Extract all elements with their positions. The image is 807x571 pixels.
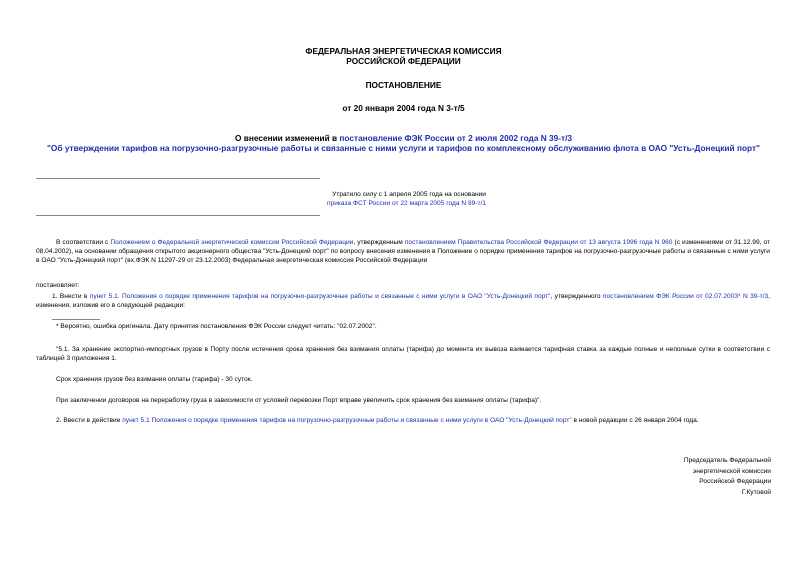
resolves-text: постановляет: <box>36 282 80 289</box>
item1-link-clause[interactable]: пункт 5.1. Положения о порядке применения тарифов на погрузочно-разгрузочные работы и связанные с ними услуги в ОАО "Усть-Донецкий порт" <box>89 293 551 300</box>
signature-block <box>571 456 771 498</box>
clause-5-1: "5.1. За хранение экспортно-импортных грузов в Порту после истечения срока хранения без взимания оплаты (тарифа) до момента их вывоза взимается тарифная ставка за каждые полные и неполные сутки в соответствии с таблицей 3 приложения 1. <box>36 346 770 362</box>
lost-force-text: Утратило силу с 1 апреля 2005 года на основании <box>332 191 486 198</box>
item2-link-clause[interactable]: пункт 5.1 Положения о порядке применения тарифов на погрузочно-разгрузочные работы и связанные с ними услуги в ОАО "Усть-Донецкий порт" <box>122 417 572 424</box>
footnote: * Вероятно, ошибка оригинала. Дату принятия постановления ФЭК России следует читать: "02.07.2002". <box>56 323 377 330</box>
intro-link-regulation[interactable]: Положением о Федеральной энергетической комиссии Российской Федерации <box>110 239 354 246</box>
lost-force-link[interactable]: приказа ФСТ России от 22 марта 2005 года N 89-т/1 <box>326 200 486 207</box>
item2-text-2: в новой редакции с 26 января 2004 года. <box>571 417 699 424</box>
divider-bottom <box>36 215 320 216</box>
storage-term: Срок хранения грузов без взимания оплаты (тарифа) - 30 суток. <box>56 376 253 383</box>
signature-name: Г.Кутовой <box>741 488 771 496</box>
footnote-divider <box>52 319 100 320</box>
intro-text-1: В соответствии с <box>56 239 111 246</box>
signature-line1: Председатель Федеральной <box>683 457 771 464</box>
contracts-paragraph: При заключении договоров на переработку груза в зависимости от условий перевозки Порт вправе увеличить срок хранения без взимания оплаты (тарифа)". <box>56 397 542 404</box>
title-link-decree[interactable]: постановление ФЭК России от 2 июля 2002 года N 39-т/3 <box>339 133 573 143</box>
item2-paragraph <box>56 416 699 425</box>
intro-text-3: (с изменениями от 31.12.99, от 08.04.2002), на основании обращения открытого акционерного общества "Усть-Донецкий порт" по вопросу внесения изменения в Положение о порядке применения тарифов на погрузочно-разгрузочные работы и связанные с ними услуги в ОАО "Усть-Донецкий порт" (вх.ФЭК N 11297-29 от 23.12.2003) Федеральная энергетическая комиссия Российской Федерации <box>36 239 771 264</box>
org-name-line1: ФЕДЕРАЛЬНАЯ ЭНЕРГЕТИЧЕСКАЯ КОМИССИЯ <box>305 46 502 56</box>
item2-text-1: 2. Ввести в действие <box>56 417 123 424</box>
intro-link-government-decree[interactable]: постановлением Правительства Российской Федерации от 13 августа 1996 года N 960 <box>404 239 673 246</box>
item1-text-2: , утвержденного <box>550 293 603 300</box>
doc-date: от 20 января 2004 года N 3-т/5 <box>342 103 465 113</box>
lost-force-note <box>36 190 486 208</box>
org-name-line2: РОССИЙСКОЙ ФЕДЕРАЦИИ <box>346 56 461 66</box>
intro-paragraph <box>36 238 770 265</box>
divider-top <box>36 178 320 179</box>
title-prefix: О внесении изменений в <box>234 133 340 143</box>
signature-line2: энергетической комиссии <box>692 467 771 475</box>
intro-text-2: , утвержденным <box>353 239 405 246</box>
item1-paragraph <box>36 292 770 310</box>
signature-line3: Российской Федерации <box>699 478 771 485</box>
doc-title <box>40 133 767 153</box>
doc-type: ПОСТАНОВЛЕНИЕ <box>365 80 442 90</box>
item1-text-3: , изменения, изложив его в следующей редакции: <box>36 293 770 309</box>
item1-text-1: 1. Внести в <box>52 293 90 300</box>
title-link-decree-name[interactable]: "Об утверждении тарифов на погрузочно-разгрузочные работы и связанные с ними услуги и тарифов по комплексному обслуживанию флота в ОАО "Усть-Донецкий порт" <box>47 143 760 153</box>
item1-link-decree[interactable]: постановлением ФЭК России от 02.07.2003* N 39-т/3 <box>602 293 769 300</box>
